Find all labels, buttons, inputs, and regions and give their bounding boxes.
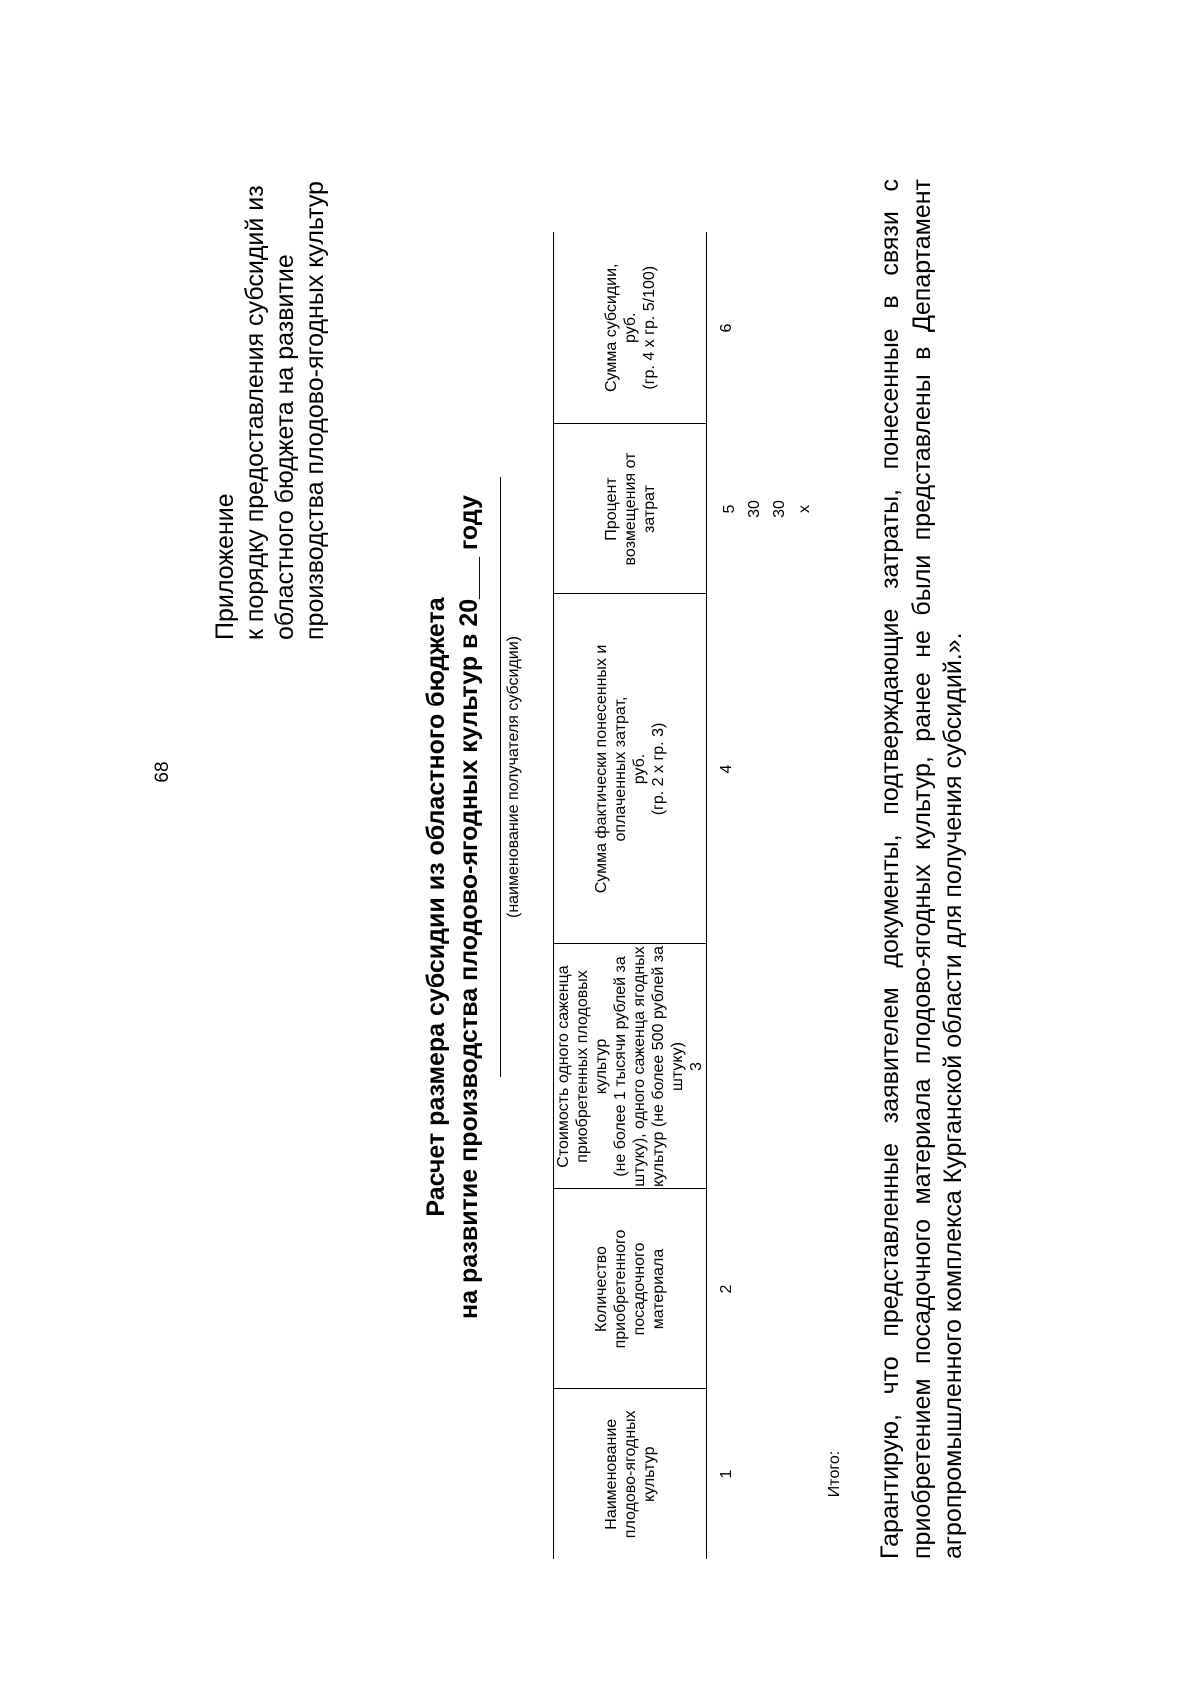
subsidy-table bbox=[553, 232, 865, 1559]
header-line: культур bbox=[593, 1038, 610, 1095]
table-cell bbox=[817, 232, 865, 424]
title-line-2: на развитие производства плодово-ягодных культур в 20___ году bbox=[455, 495, 483, 1319]
appendix-line: к порядку предоставления субсидий из bbox=[241, 185, 269, 640]
header-line: посадочного bbox=[631, 1242, 648, 1336]
header-cell bbox=[554, 1389, 707, 1559]
column-number: 4 bbox=[718, 764, 735, 774]
appendix-line: областного бюджета на развитие bbox=[271, 254, 299, 640]
header-line: (гр. 4 х гр. 5/100) bbox=[640, 265, 658, 390]
recipient-caption: (наименование получателя субсидии) bbox=[505, 636, 522, 918]
header-line: Количество bbox=[593, 1246, 610, 1332]
column-number: 2 bbox=[718, 1284, 735, 1294]
page-number: 68 bbox=[152, 761, 173, 783]
appendix-line: производства плодово-ягодных культур bbox=[301, 181, 329, 640]
header-line: культур (не более 500 рублей за bbox=[650, 945, 667, 1188]
header-cell bbox=[554, 1189, 707, 1389]
appendix-line: Приложение bbox=[211, 493, 239, 640]
header-cell bbox=[554, 424, 707, 594]
table-total-row bbox=[817, 232, 865, 1559]
header-line: возмещения от bbox=[621, 452, 639, 566]
table-cell bbox=[707, 944, 818, 1189]
header-line: затрат bbox=[640, 485, 658, 533]
header-line: (гр. 2 х гр. 3) bbox=[650, 722, 667, 816]
header-line: руб. bbox=[631, 753, 648, 785]
header-line: Наименование bbox=[602, 1418, 620, 1530]
table-row bbox=[707, 232, 818, 1559]
header-line: Сумма субсидии, bbox=[602, 263, 620, 392]
column-number: 1 bbox=[718, 1469, 735, 1479]
percent-cell bbox=[707, 424, 818, 594]
header-cell bbox=[554, 944, 707, 1189]
header-line: штуку) bbox=[669, 1042, 686, 1091]
percent-value: 5 bbox=[721, 504, 738, 514]
table-cell bbox=[817, 1189, 865, 1389]
header-line: материала bbox=[650, 1248, 667, 1330]
percent-value: 30 bbox=[746, 500, 763, 518]
header-line: Процент bbox=[602, 477, 620, 541]
table-cell bbox=[817, 594, 865, 944]
header-line: Сумма фактически понесенных и bbox=[593, 644, 610, 894]
header-cell bbox=[554, 594, 707, 944]
guarantee-line: агропромышленного комплекса Курганской области для получения субсидий.». bbox=[939, 632, 967, 1559]
guarantee-line: приобретением посадочного материала плодово-ягодных культур, ранее не были представлены в Департамент bbox=[907, 179, 936, 1559]
header-line: (не более 1 тысячи рублей за bbox=[612, 956, 629, 1177]
header-line: культур bbox=[640, 1446, 658, 1502]
header-line: штуку), одного саженца ягодных bbox=[631, 946, 648, 1187]
header-line: приобретенного bbox=[612, 1229, 629, 1349]
table-cell bbox=[817, 424, 865, 594]
table-cell bbox=[817, 944, 865, 1189]
guarantee-paragraph bbox=[875, 179, 970, 1559]
header-line: руб. bbox=[621, 312, 639, 344]
appendix-note bbox=[210, 80, 330, 640]
header-line: плодово-ягодных bbox=[621, 1410, 639, 1539]
header-line: приобретенных плодовых bbox=[574, 970, 591, 1163]
header-cell bbox=[554, 232, 707, 424]
column-number: 3 bbox=[688, 1062, 705, 1071]
guarantee-line: Гарантирую, что представленные заявителем документы, подтверждающие затраты, понесенные в связи с bbox=[876, 179, 904, 1559]
header-line: оплаченных затрат, bbox=[612, 696, 629, 842]
percent-value: 30 bbox=[771, 500, 788, 518]
header-line: Стоимость одного саженца bbox=[555, 965, 572, 1168]
percent-value: х bbox=[796, 505, 813, 513]
document-title bbox=[420, 357, 486, 1457]
table-header-row bbox=[554, 232, 707, 1559]
title-line-1: Расчет размера субсидии из областного бюджета bbox=[422, 597, 450, 1217]
column-number: 6 bbox=[718, 323, 735, 333]
recipient-name-line bbox=[500, 477, 501, 1077]
total-label: Итого: bbox=[826, 1450, 843, 1498]
